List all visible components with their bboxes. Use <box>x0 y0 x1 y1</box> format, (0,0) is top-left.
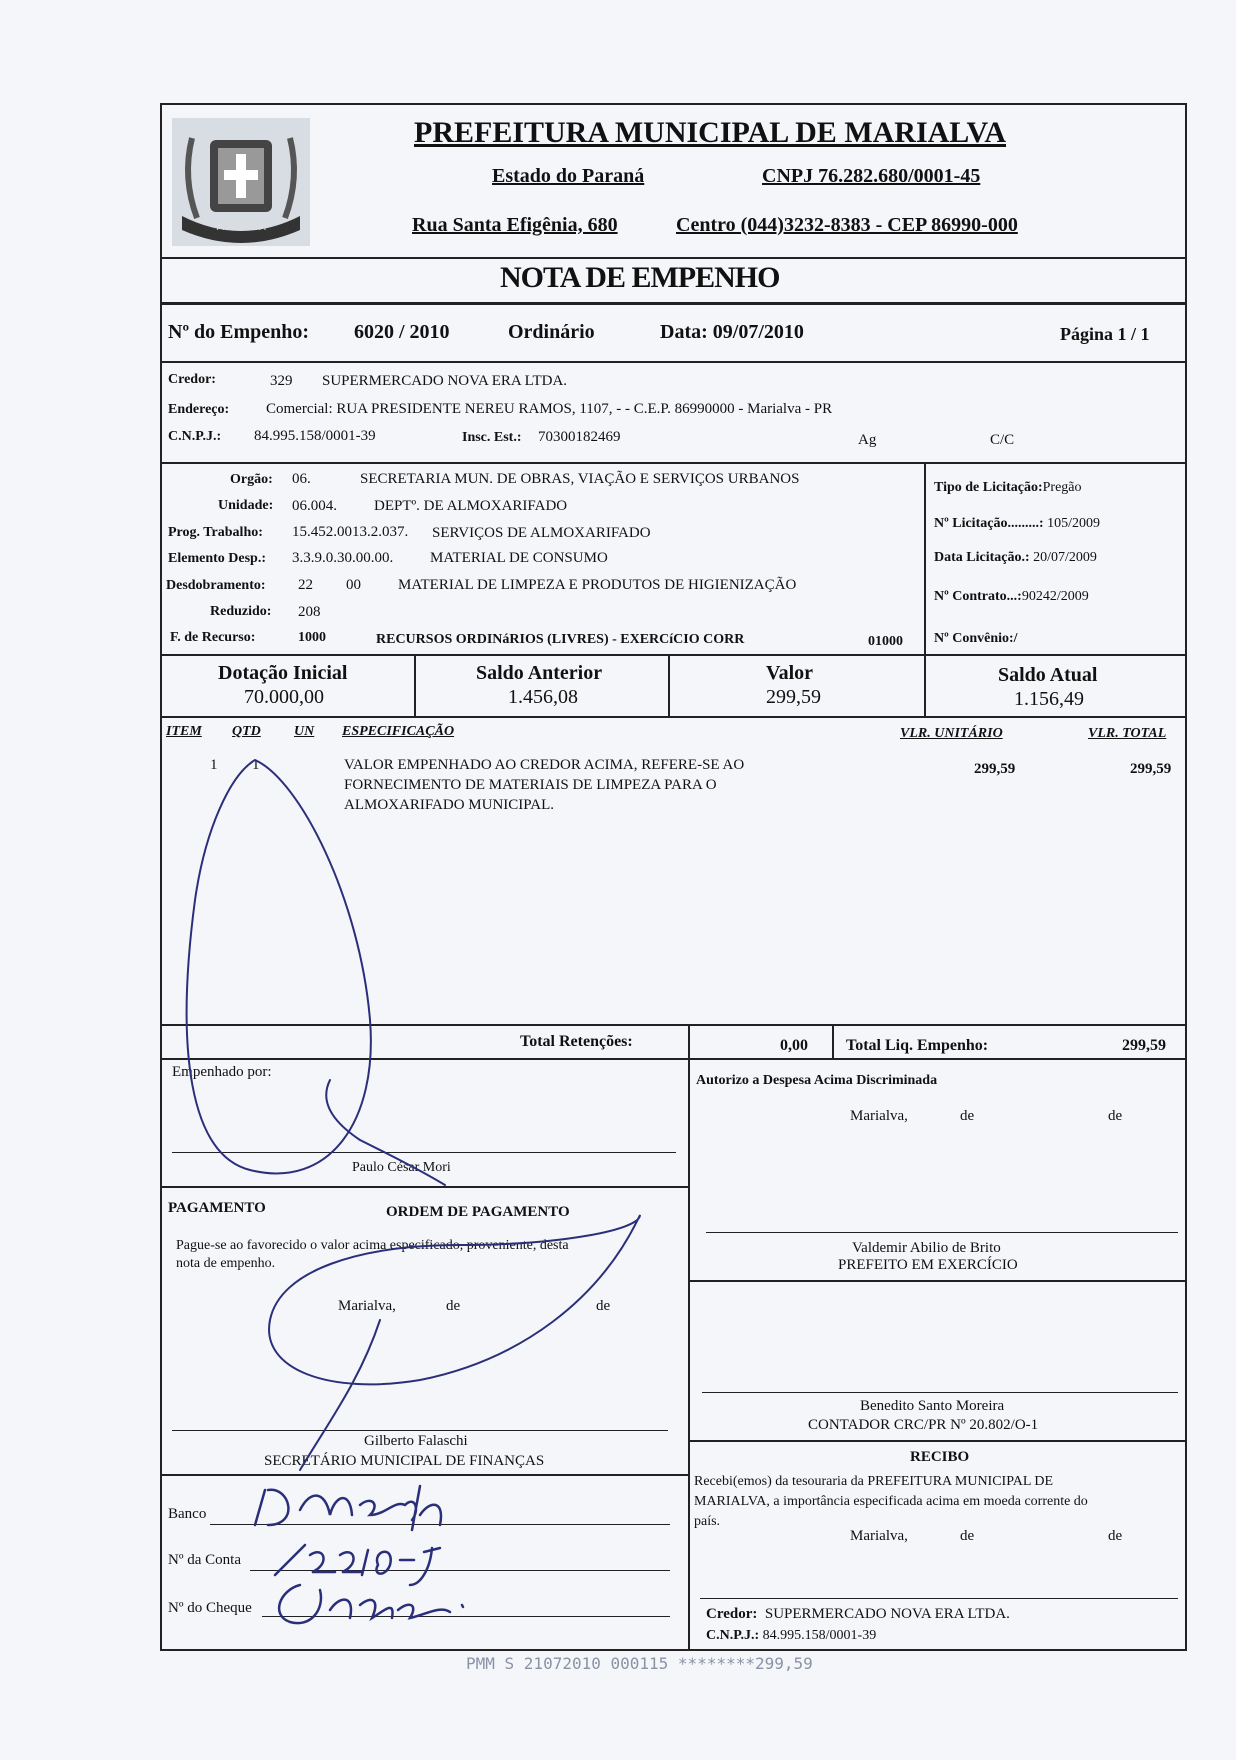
secretario-name: Gilberto Falaschi <box>364 1433 468 1449</box>
recibo-de2: de <box>1108 1528 1123 1544</box>
recurso-code2: 01000 <box>868 634 903 649</box>
insc-value: 70300182469 <box>538 429 621 445</box>
licitacao-numero: Nº Licitação.........: 105/2009 <box>934 516 1100 531</box>
credor-label: Credor: <box>168 372 216 387</box>
conta-handwriting <box>275 1545 440 1585</box>
ordem-pagamento-title: ORDEM DE PAGAMENTO <box>386 1204 570 1220</box>
svg-text:MARIALVA: MARIALVA <box>216 222 266 233</box>
licitacao-tipo: Tipo de Licitação:Pregão <box>934 480 1082 495</box>
reduzido-label: Reduzido: <box>210 604 272 619</box>
autorizo-local: Marialva, <box>850 1108 908 1124</box>
retencoes-label: Total Retenções: <box>520 1033 633 1050</box>
prefeito-cargo: PREFEITO EM EXERCÍCIO <box>838 1257 1018 1273</box>
cheque-handwriting <box>279 1585 463 1623</box>
autorizo-de1: de <box>960 1108 975 1124</box>
item-vlr-total: 299,59 <box>1130 761 1172 777</box>
recibo-local: Marialva, <box>850 1528 908 1544</box>
orgao-label: Orgão: <box>230 472 273 487</box>
dotacao-label: Dotação Inicial <box>218 662 348 684</box>
pagamento-local: Marialva, <box>338 1298 396 1314</box>
prog-label: Prog. Trabalho: <box>168 525 263 540</box>
licitacao-contrato: Nº Contrato...:90242/2009 <box>934 589 1089 604</box>
credor-name: SUPERMERCADO NOVA ERA LTDA. <box>322 373 568 389</box>
signature-empenhado <box>326 1080 445 1185</box>
recibo-text1: Recebi(emos) da tesouraria da PREFEITURA MUNICIPAL DE <box>694 1474 1054 1489</box>
empenhado-name: Paulo César Mori <box>352 1160 451 1175</box>
prog-name: SERVIÇOS DE ALMOXARIFADO <box>432 525 651 541</box>
empenhado-label: Empenhado por: <box>172 1064 272 1080</box>
col-vlr-unit: VLR. UNITÁRIO <box>900 726 1003 741</box>
pagamento-de2: de <box>596 1298 611 1314</box>
valor-value: 299,59 <box>766 686 821 708</box>
secretario-cargo: SECRETÁRIO MUNICIPAL DE FINANÇAS <box>264 1453 545 1469</box>
header-title: PREFEITURA MUNICIPAL DE MARIALVA <box>414 116 1007 149</box>
contador-name: Benedito Santo Moreira <box>860 1398 1005 1414</box>
orgao-name: SECRETARIA MUN. DE OBRAS, VIAÇÃO E SERVIÇOS URBANOS <box>360 471 800 487</box>
col-item: ITEM <box>166 724 202 739</box>
insc-label: Insc. Est.: <box>462 430 522 445</box>
conta-label: Nº da Conta <box>168 1552 241 1568</box>
item-vlr-unit: 299,59 <box>974 761 1016 777</box>
pen-loop <box>269 1215 640 1384</box>
endereco-label: Endereço: <box>168 402 230 417</box>
autorizo-title: Autorizo a Despesa Acima Discriminada <box>696 1073 938 1088</box>
endereco-value: Comercial: RUA PRESIDENTE NEREU RAMOS, 1107, - - C.E.P. 86990000 - Marialva - PR <box>266 401 833 417</box>
authentication-stamp: PMM S 21072010 000115 ********299,59 <box>466 1654 813 1673</box>
cheque-label: Nº do Cheque <box>168 1600 252 1616</box>
desdob-label: Desdobramento: <box>166 578 266 593</box>
col-espec: ESPECIFICAÇÃO <box>342 724 455 739</box>
item-desc-line1: VALOR EMPENHADO AO CREDOR ACIMA, REFERE-SE AO <box>344 757 745 773</box>
desdob-name: MATERIAL DE LIMPEZA E PRODUTOS DE HIGIENIZAÇÃO <box>398 577 797 593</box>
banco-handwriting <box>255 1486 441 1530</box>
reduzido-value: 208 <box>298 604 321 620</box>
liquido-label: Total Liq. Empenho: <box>846 1037 989 1054</box>
recibo-title: RECIBO <box>910 1449 970 1465</box>
dotacao-value: 70.000,00 <box>244 686 324 708</box>
pagamento-text1: Pague-se ao favorecido o valor acima especificado, proveniente, desta <box>176 1238 569 1253</box>
desdob-code2: 00 <box>346 577 361 593</box>
contador-cargo: CONTADOR CRC/PR Nº 20.802/O-1 <box>808 1417 1039 1433</box>
prog-code: 15.452.0013.2.037. <box>292 524 409 540</box>
item-qtd: 1 <box>252 757 260 773</box>
saldo-atual-label: Saldo Atual <box>998 664 1098 686</box>
elemento-name: MATERIAL DE CONSUMO <box>430 550 608 566</box>
ag-label: Ag <box>858 432 877 448</box>
banco-label: Banco <box>168 1506 207 1522</box>
recibo-text2: MARIALVA, a importância especificada acima em moeda corrente do <box>694 1494 1088 1509</box>
retencoes-value: 0,00 <box>780 1037 808 1054</box>
pagamento-de1: de <box>446 1298 461 1314</box>
saldo-anterior-label: Saldo Anterior <box>476 662 603 684</box>
orgao-code: 06. <box>292 471 311 487</box>
pagamento-text2: nota de empenho. <box>176 1256 276 1271</box>
recurso-code: 1000 <box>298 630 326 645</box>
col-un: UN <box>294 724 315 739</box>
credor-cnpj-label: C.N.P.J.: <box>168 429 222 444</box>
desdob-code1: 22 <box>298 577 313 593</box>
empenho-date: Data: 09/07/2010 <box>660 321 804 343</box>
empenho-number: 6020 / 2010 <box>354 321 450 343</box>
empenho-type: Ordinário <box>508 321 595 343</box>
licitacao-data: Data Licitação.: 20/07/2009 <box>934 550 1097 565</box>
cc-label: C/C <box>990 432 1015 448</box>
elemento-code: 3.3.9.0.30.00.00. <box>292 550 394 566</box>
recurso-name: RECURSOS ORDINáRIOS (LIVRES) - EXERCíCIO CORR <box>376 632 745 647</box>
recibo-cnpj: C.N.P.J.: 84.995.158/0001-39 <box>706 1628 877 1643</box>
recibo-credor: Credor: SUPERMERCADO NOVA ERA LTDA. <box>706 1606 1010 1622</box>
credor-code: 329 <box>270 373 293 389</box>
empenho-number-label: Nº do Empenho: <box>168 321 310 343</box>
header-address: Rua Santa Efigênia, 680 <box>412 214 618 236</box>
liquido-value: 299,59 <box>1122 1037 1166 1054</box>
credor-cnpj: 84.995.158/0001-39 <box>254 428 376 444</box>
saldo-anterior-value: 1.456,08 <box>508 686 578 708</box>
item-desc-line3: ALMOXARIFADO MUNICIPAL. <box>344 797 555 813</box>
page-number: Página 1 / 1 <box>1060 324 1150 344</box>
header-cnpj: CNPJ 76.282.680/0001-45 <box>762 165 981 187</box>
pen-stroke <box>300 1320 380 1470</box>
item-number: 1 <box>210 757 218 773</box>
recibo-de1: de <box>960 1528 975 1544</box>
valor-label: Valor <box>766 662 814 684</box>
unidade-code: 06.004. <box>292 498 337 514</box>
header-state: Estado do Paraná <box>492 165 645 187</box>
autorizo-de2: de <box>1108 1108 1123 1124</box>
col-qtd: QTD <box>232 724 261 739</box>
saldo-atual-value: 1.156,49 <box>1014 688 1084 710</box>
recibo-text3: país. <box>694 1514 721 1529</box>
item-desc-line2: FORNECIMENTO DE MATERIAIS DE LIMPEZA PARA O <box>344 777 717 793</box>
header-contact: Centro (044)3232-8383 - CEP 86990-000 <box>676 214 1018 236</box>
recurso-label: F. de Recurso: <box>170 630 256 645</box>
prefeito-name: Valdemir Abilio de Brito <box>852 1240 1001 1256</box>
unidade-label: Unidade: <box>218 498 274 513</box>
doc-title: NOTA DE EMPENHO <box>500 261 780 294</box>
pen-loop <box>187 760 371 1173</box>
licitacao-convenio: Nº Convênio:/ <box>934 631 1018 646</box>
col-vlr-total: VLR. TOTAL <box>1088 726 1167 741</box>
unidade-name: DEPTº. DE ALMOXARIFADO <box>374 498 568 514</box>
elemento-label: Elemento Desp.: <box>168 551 266 566</box>
pagamento-title: PAGAMENTO <box>168 1200 266 1216</box>
